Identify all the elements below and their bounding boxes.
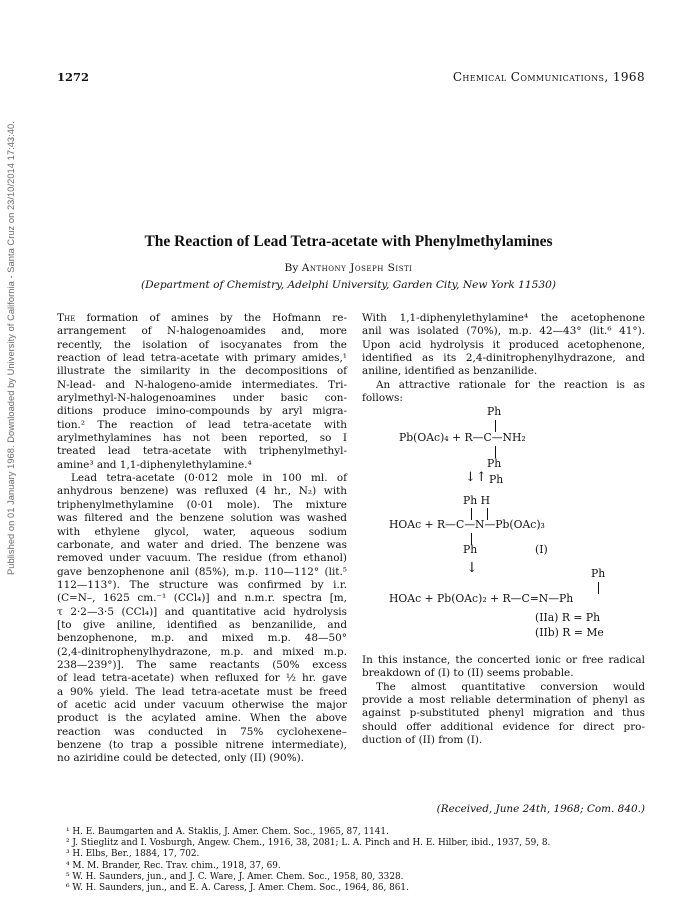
text-line: triphenylmethylamine (0·01 mole). The mixture: [57, 498, 347, 511]
reference-item: ² J. Stieglitz and I. Vosburgh, Angew. Chem., 1916, 38, 2081; L. A. Pinch and H. E. Hilber, ibid., 1937, 59, 8.: [66, 838, 551, 849]
text-line: should offer additional evidence for direct pro-: [362, 720, 645, 733]
text-line: anil was isolated (70%), m.p. 42—43° (lit.⁶ 41°).: [362, 325, 645, 338]
references: [66, 827, 666, 894]
text-line: τ 2·2—3·5 (CCl₄)] and quantitative acid hydrolysis: [57, 605, 347, 618]
scheme-products: HOAc + Pb(OAc)₂ + R—C=N—Ph: [389, 592, 574, 605]
bond-line: [598, 582, 599, 594]
text-line: benzene (to trap a possible nitrene intermediate),: [57, 739, 347, 751]
text-line: benzophenone, m.p. and mixed m.p. 48—50°: [57, 632, 347, 645]
text-line: reaction of lead tetra-acetate with primary amides,¹: [57, 352, 347, 365]
article-title: The Reaction of Lead Tetra-acetate with Phenylmethylamines: [144, 233, 553, 250]
author-name: Anthony Joseph Sisti: [301, 262, 413, 274]
reference-item: ⁴ M. M. Brander, Rec. Trav. chim., 1918, 37, 69.: [66, 860, 281, 871]
scheme-ph-int: Ph: [463, 543, 478, 556]
text-line: The formation of amines by the Hofmann re-: [57, 312, 347, 324]
text-line: no aziridine could be detected, only (II) (90%).: [57, 752, 305, 765]
paragraph-conversion: [362, 681, 645, 748]
text-line: anhydrous benzene) was refluxed (4 hr., N₂) with: [57, 485, 347, 498]
text-line: breakdown of (I) to (II) seems probable.: [362, 667, 574, 680]
text-line: In this instance, the concerted ionic or free radical: [362, 654, 645, 666]
text-line: (2,4-dinitrophenylhydrazone, m.p. and mixed m.p.: [57, 645, 347, 658]
text-line: 112—113°). The structure was confirmed by i.r.: [57, 578, 347, 591]
scheme-label-a: (IIa) R = Ph: [535, 611, 601, 624]
reference-item: ³ H. Elbs, Ber., 1884, 17, 702.: [66, 849, 200, 860]
text-line: N-lead- and N-halogeno-amide intermediates. Tri-: [57, 378, 347, 391]
reference-item: ⁵ W. H. Saunders, jun., and J. C. Ware, J. Amer. Chem. Soc., 1958, 80, 3328.: [66, 871, 404, 882]
text-line: was filtered and the benzene solution was washed: [57, 512, 347, 525]
text-line: (C=N–, 1625 cm.⁻¹ (CCl₄)] and n.m.r. spectra [m,: [57, 592, 347, 605]
scheme-intermediate: HOAc + R—C—N—Pb(OAc)₃: [389, 518, 545, 531]
scheme-ph-prod: Ph: [591, 567, 606, 580]
text-line: With 1,1-diphenylethylamine⁴ the acetophenone: [362, 312, 645, 324]
text-line: 238—239°)]. The same reactants (50% excess: [57, 658, 347, 671]
paragraph-intro: [57, 312, 347, 472]
received-date: (Received, June 24th, 1968; Com. 840.): [436, 803, 645, 815]
reference-item: ⁶ W. H. Saunders, jun., and E. A. Caress, J. Amer. Chem. Soc., 1964, 86, 861.: [66, 883, 409, 894]
scheme-reactants: Pb(OAc)₄ + R—C—NH₂: [399, 431, 526, 444]
text-line: tion.² The reaction of lead tetra-acetate with: [57, 418, 347, 431]
right-column: [362, 312, 645, 405]
text-line: removed under vacuum. The residue (from ethanol): [57, 552, 347, 565]
text-line: reaction was conducted in 75% cyclohexene–: [57, 725, 347, 738]
text-line: amine³ and 1,1-diphenylethylamine.⁴: [57, 458, 252, 471]
text-line: Upon acid hydrolysis it produced acetophenone,: [362, 338, 645, 351]
text-line: arylmethylamines has not been reported, so I: [57, 432, 347, 445]
text-line: identified as its 2,4-dinitrophenylhydrazone, and: [362, 352, 645, 365]
author-prefix: By: [284, 262, 299, 274]
paragraph-diphenylethylamine: [362, 312, 645, 379]
left-column: [57, 312, 347, 766]
page-header: [57, 70, 645, 86]
text-line: arrangement of N-halogenoamides and, more: [57, 325, 347, 338]
text-line: arylmethyl-N-halogenoamines under basic con-: [57, 392, 347, 405]
text-line: The almost quantitative conversion would: [376, 680, 645, 693]
text-line: [to give aniline, identified as benzanilide, and: [57, 618, 347, 631]
affiliation: (Department of Chemistry, Adelphi University, Garden City, New York 11530): [141, 279, 556, 291]
reference-item: ¹ H. E. Baumgarten and A. Staklis, J. Amer. Chem. Soc., 1965, 87, 1141.: [66, 827, 389, 837]
scheme-int-label: (I): [535, 543, 548, 556]
text-line: with ethylene glycol, water, aqueous sodium: [57, 525, 347, 538]
text-line: illustrate the similarity in the decompositions of: [57, 365, 347, 378]
scheme-label-b: (IIb) R = Me: [535, 626, 604, 639]
down-arrow-icon: ↓↑: [465, 470, 487, 485]
text-line: follows:: [362, 392, 403, 405]
text-line: of lead tetra-acetate) when refluxed for ½ hr. gave: [57, 672, 347, 685]
text-line: gave benzophenone anil (85%), m.p. 110—112° (lit.⁵: [57, 565, 347, 578]
text-line: product is the acylated amine. When the above: [57, 712, 347, 725]
paragraph-breakdown: [362, 654, 645, 681]
scheme-arrow-label: Ph: [489, 473, 504, 486]
text-line: a 90% yield. The lead tetra-acetate must be freed: [57, 685, 347, 698]
text-line: ditions produce imino-compounds by aryl migra-: [57, 405, 347, 418]
text-line: carbonate, and water and dried. The benzene was: [57, 538, 347, 551]
text-line: Lead tetra-acetate (0·012 mole in 100 ml. of: [71, 472, 347, 485]
text-line: of acetic acid under vacuum otherwise the major: [57, 698, 347, 711]
text-line: aniline, identified as benzanilide.: [362, 365, 538, 378]
text-line: against p-substituted phenyl migration and thus: [362, 707, 645, 720]
scheme-ph-top: Ph: [487, 405, 502, 418]
scheme-ph-under: Ph: [487, 457, 502, 470]
download-notice: Published on 01 January 1968. Downloaded by University of California - Santa Cruz on 23/10/2014 17:43:40.: [6, 121, 16, 575]
scheme-ph-h: Ph H: [463, 494, 491, 507]
text-line: treated lead tetra-acetate with triphenylmethyl-: [57, 445, 347, 458]
page-number: 1272: [57, 70, 90, 84]
paragraph-experimental: [57, 472, 347, 766]
journal-name: Chemical Communications, 1968: [452, 70, 645, 84]
text-line: provide a most reliable determination of phenyl as: [362, 694, 645, 707]
text-line: An attractive rationale for the reaction is as: [376, 378, 645, 391]
text-line: duction of (II) from (I).: [362, 734, 483, 747]
author-line: [0, 262, 697, 274]
right-column-lower: [362, 654, 645, 747]
paragraph-rationale: [362, 379, 645, 406]
down-arrow-icon: ↓: [466, 560, 478, 576]
text-line: recently, the isolation of isocyanates from the: [57, 338, 347, 351]
